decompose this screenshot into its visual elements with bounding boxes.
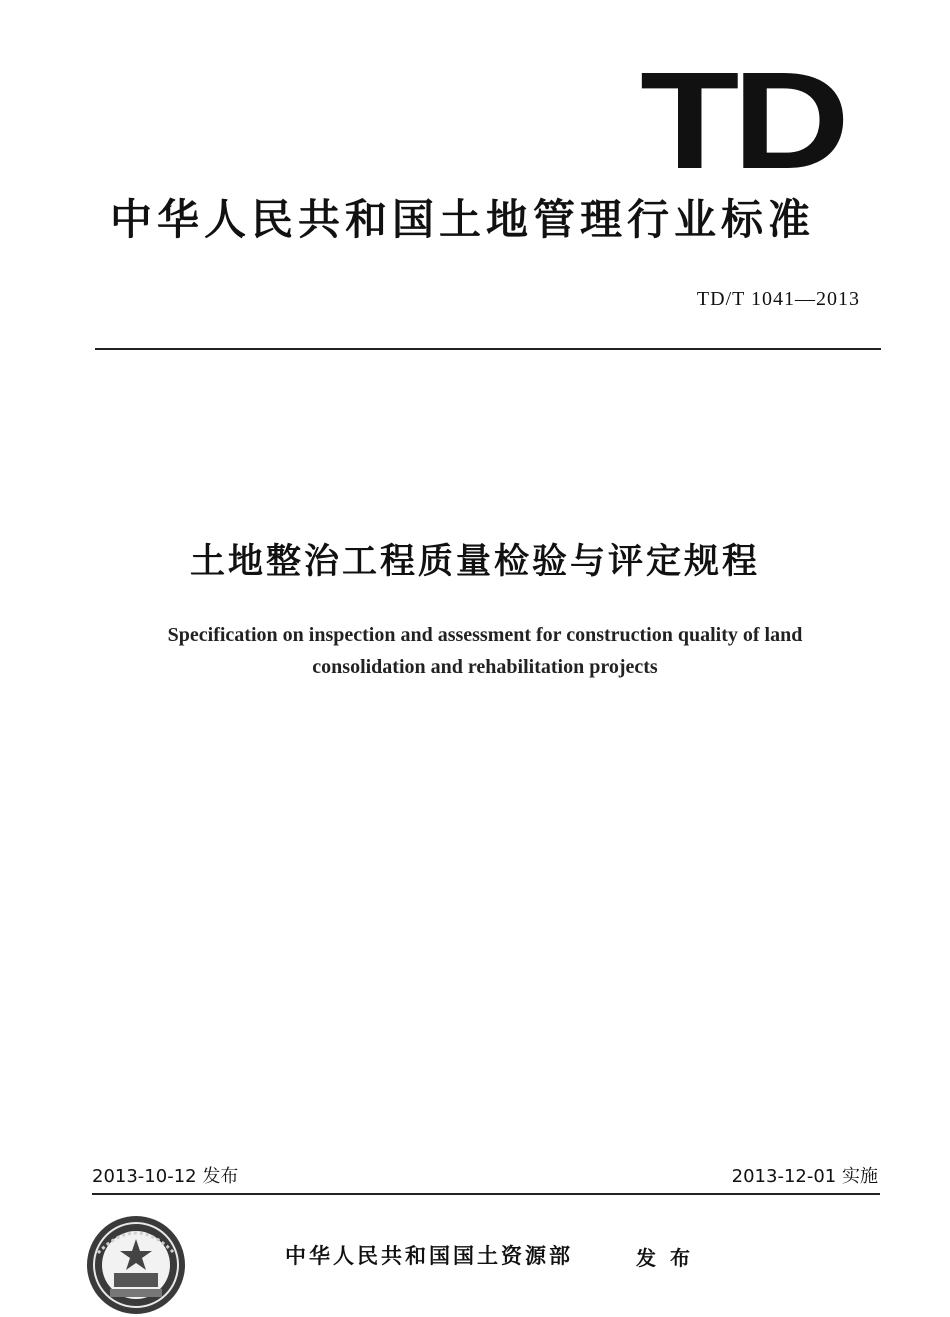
- document-title-english: [100, 619, 870, 683]
- publisher-name: 中华人民共和国国土资源部: [285, 1244, 573, 1268]
- document-title-chinese: 土地整治工程质量检验与评定规程: [189, 542, 760, 582]
- implementation-date: 2013-12-01 实施: [731, 1166, 878, 1187]
- official-seal-icon: [84, 1213, 188, 1317]
- english-title-line-1: Specification on inspection and assessment for construction quality of land: [167, 624, 803, 646]
- td-logo: TD: [640, 44, 843, 198]
- english-title-line-2: consolidation and rehabilitation projects: [312, 656, 658, 678]
- standard-code: TD/T 1041—2013: [696, 288, 860, 310]
- bottom-divider: [92, 1193, 880, 1195]
- issue-date: 2013-10-12 发布: [92, 1166, 239, 1187]
- top-divider: [95, 348, 881, 350]
- publish-label: 发布: [636, 1246, 704, 1270]
- standard-category-title: 中华人民共和国土地管理行业标准: [110, 195, 816, 244]
